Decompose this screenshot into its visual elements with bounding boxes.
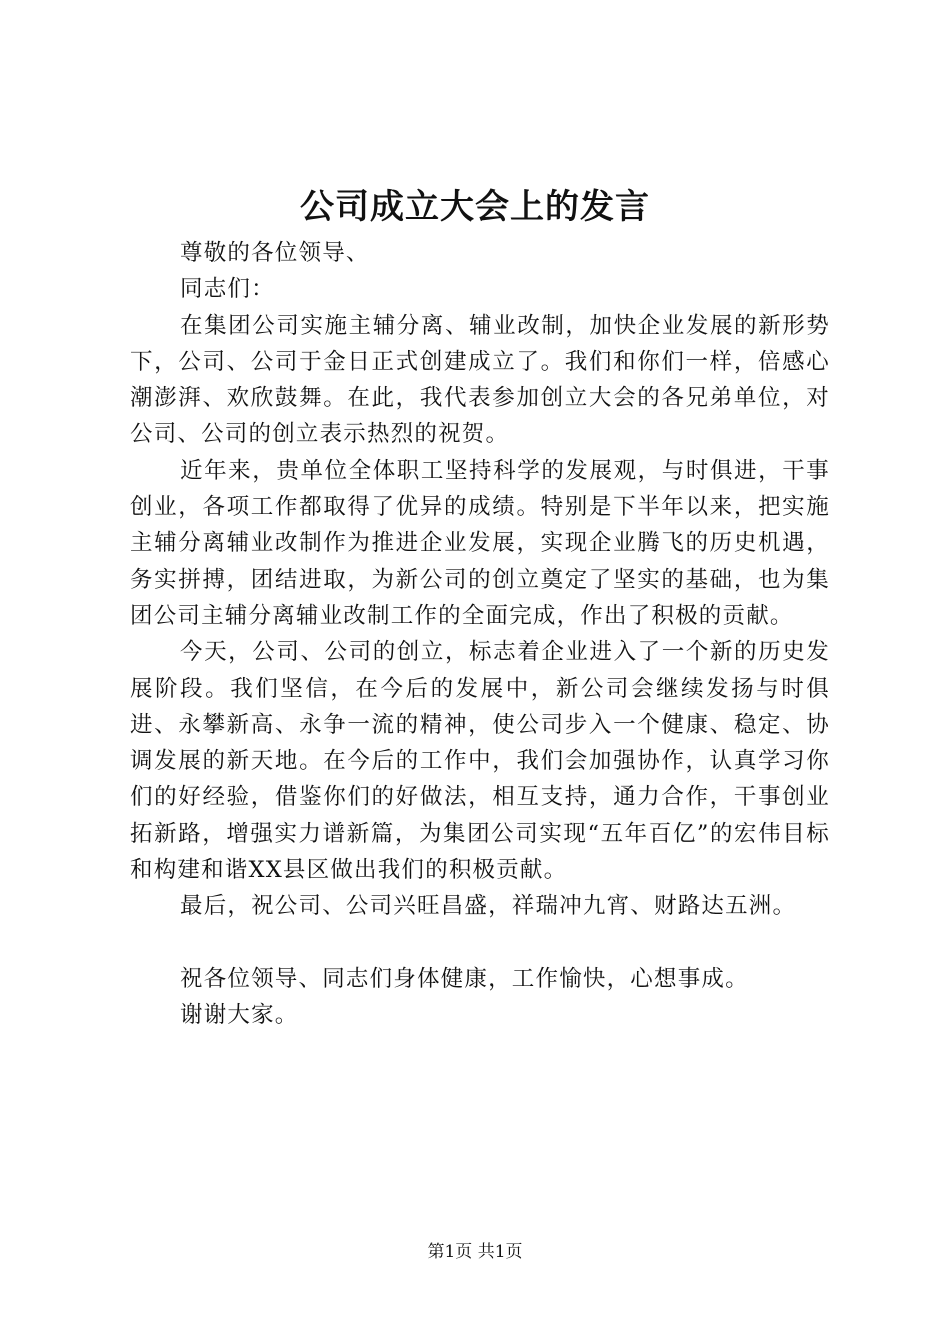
document-title: 公司成立大会上的发言 [300,187,650,227]
paragraph-1: 在集团公司实施主辅分离、辅业改制，加快企业发展的新形势下，公司、公司于金日正式创建成立了。我们和你们一样，倍感心潮澎湃、欢欣鼓舞。在此，我代表参加创立大会的各兄弟单位，对公司、公司的创立表示热烈的祝贺。 [130,312,830,448]
thanks-line: 谢谢大家。 [180,1002,299,1029]
blank-line [130,925,830,961]
salutation-line-2: 同志们： [180,276,275,303]
paragraph-2: 近年来，贵单位全体职工坚持科学的发展观，与时俱进，干事创业，各项工作都取得了优异的成绩。特别是下半年以来，把实施主辅分离辅业改制作为推进企业发展，实现企业腾飞的历史机遇，务实拼搏，团结进取，为新公司的创立奠定了坚实的基础，也为集团公司主辅分离辅业改制工作的全面完成，作出了积极的贡献。 [130,457,830,629]
closing-wish: 祝各位领导、同志们身体健康，工作愉快，心想事成。 [180,965,749,992]
document-body [130,235,830,1034]
paragraph-3: 今天，公司、公司的创立，标志着企业进入了一个新的历史发展阶段。我们坚信，在今后的发展中，新公司会继续发扬与时俱进、永攀新高、永争一流的精神，使公司步入一个健康、稳定、协调发展的新天地。在今后的工作中，我们会加强协作，认真学习你们的好经验，借鉴你们的好做法，相互支持，通力合作，干事创业拓新路，增强实力谱新篇，为集团公司实现“五年百亿”的宏伟目标和构建和谐XX县区做出我们的积极贡献。 [130,639,830,884]
salutation-line-1: 尊敬的各位领导、 [180,240,370,266]
page-footer: 第1页 共1页 [427,1242,523,1262]
paragraph-4: 最后，祝公司、公司兴旺昌盛，祥瑞冲九宵、财路达五洲。 [180,893,797,920]
